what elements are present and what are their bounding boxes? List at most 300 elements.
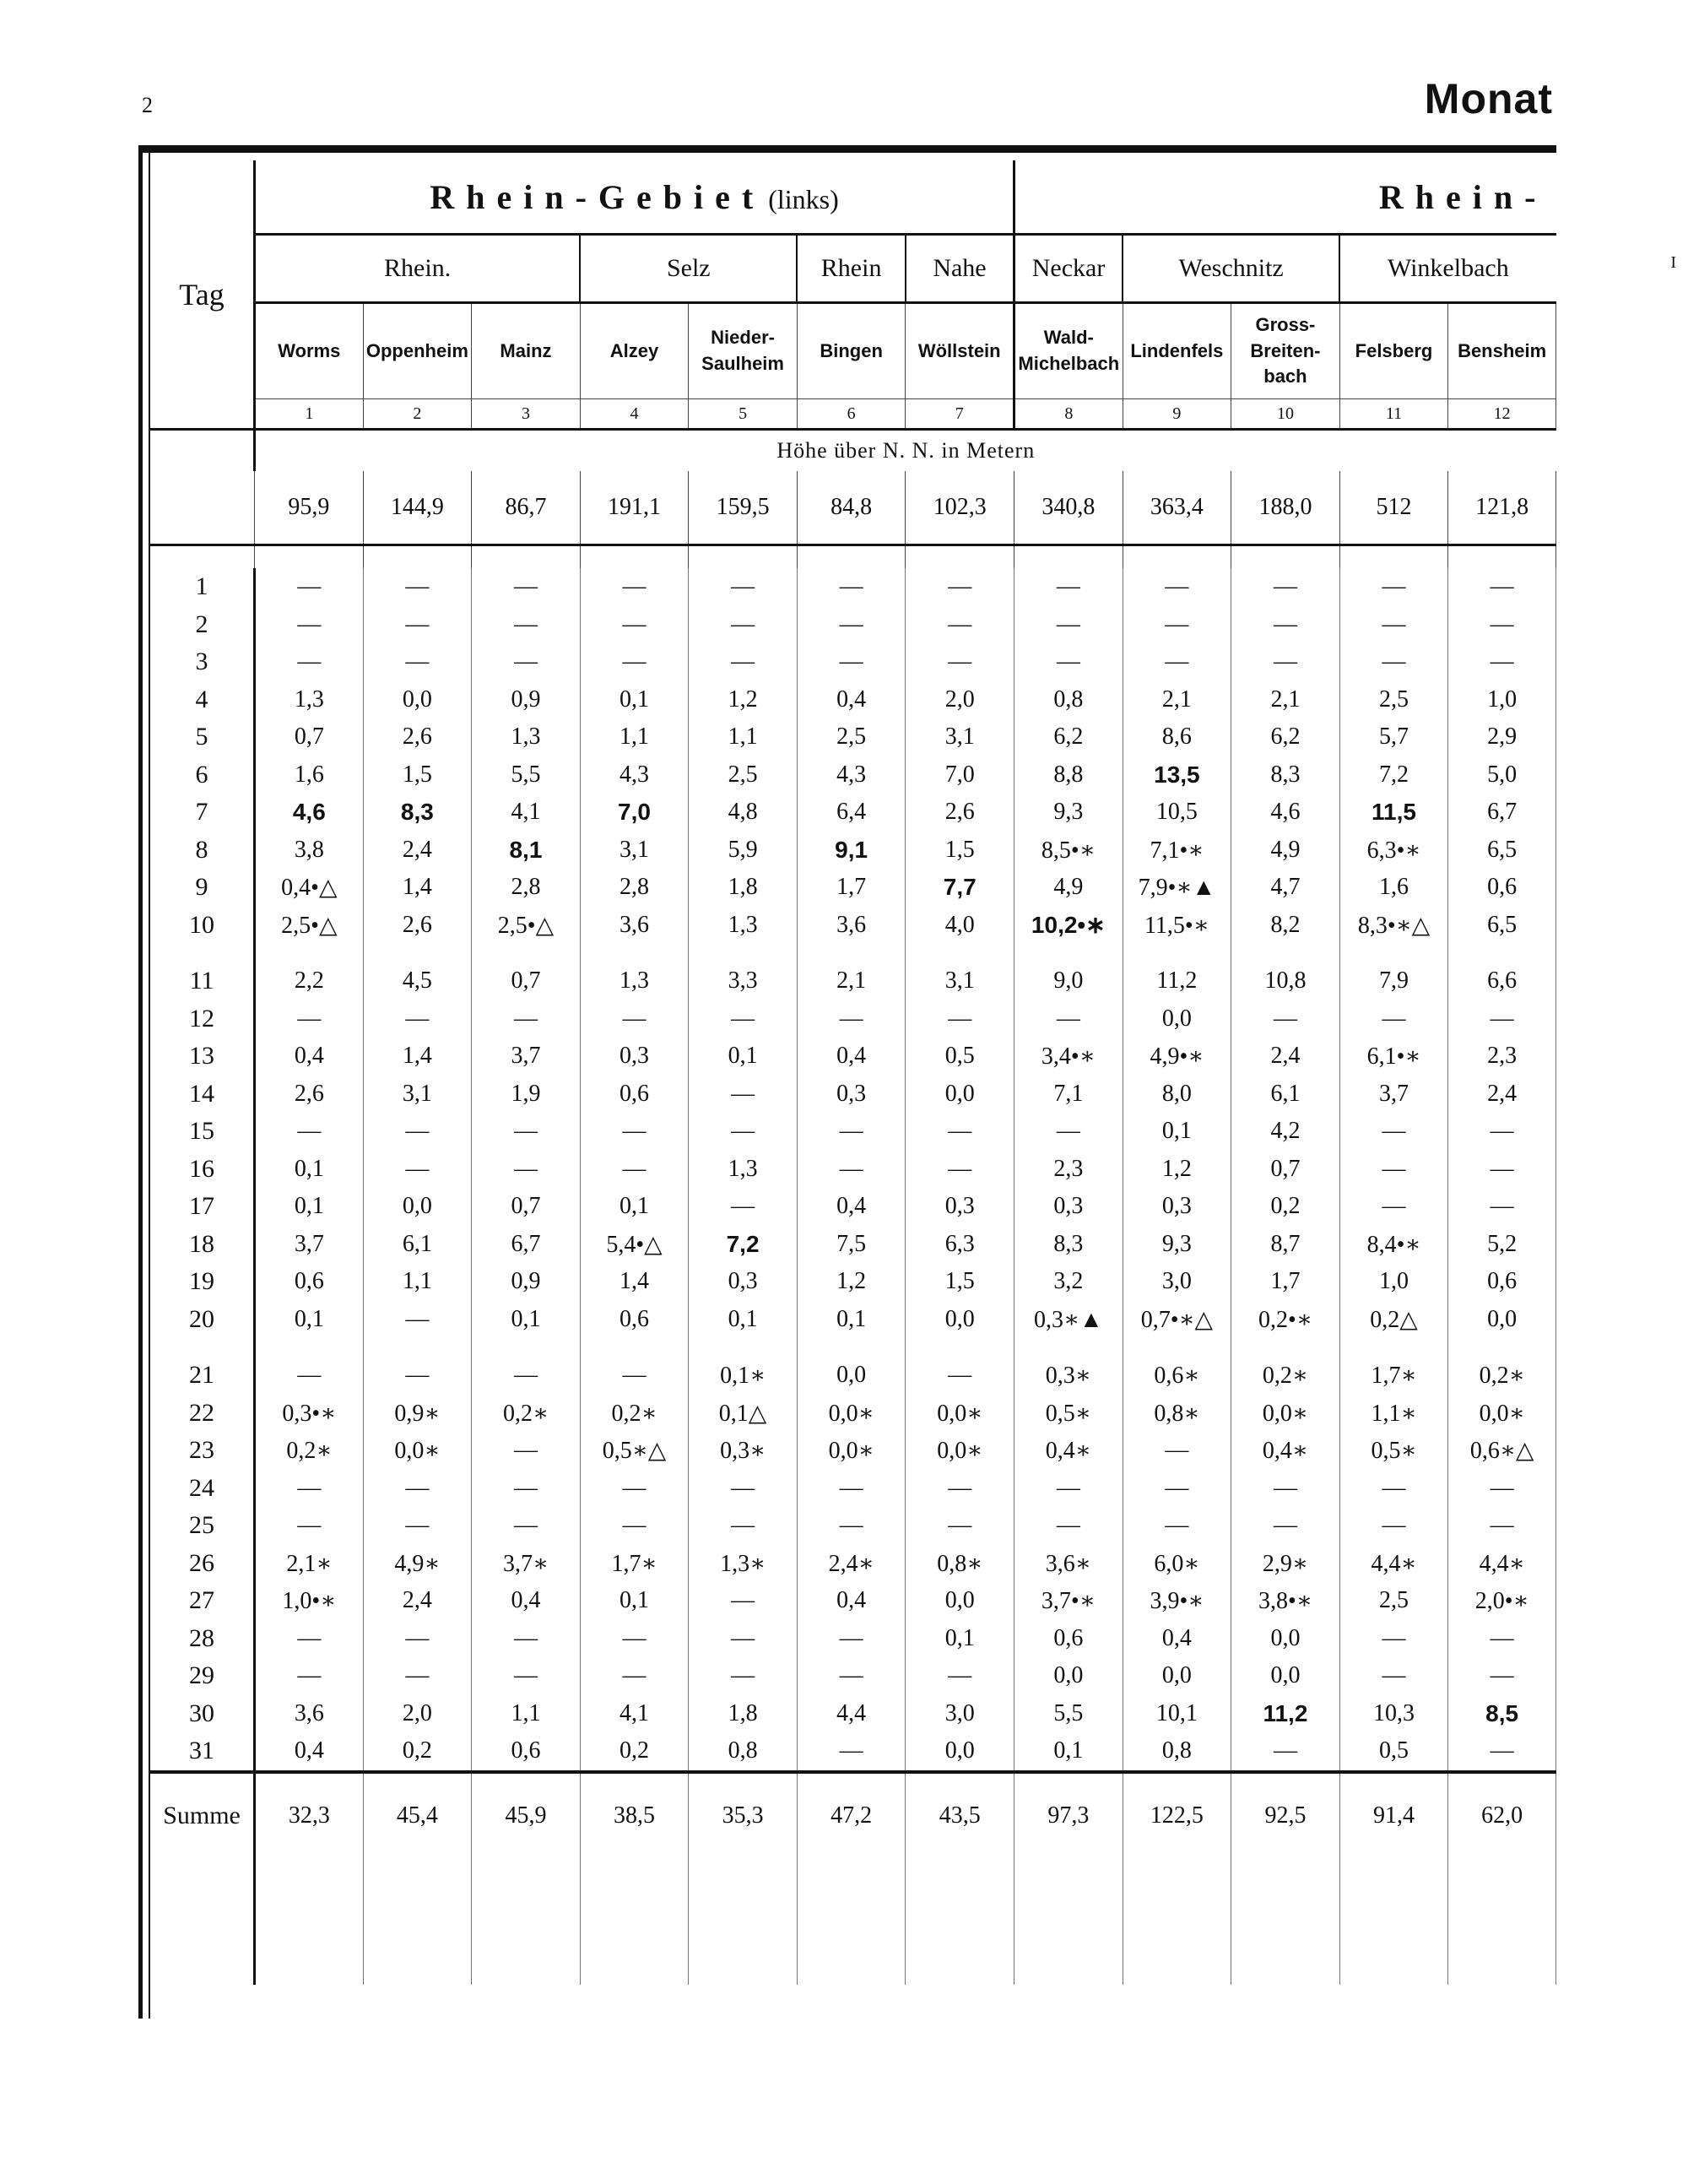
spacer-cell (1448, 1338, 1556, 1357)
precip-cell: 1,7 (797, 869, 906, 907)
spacer-cell (472, 944, 581, 962)
precip-cell: — (1231, 1470, 1340, 1508)
tag-spacer (150, 471, 255, 545)
spacer-cell (689, 545, 798, 569)
precip-cell: 0,7 (472, 962, 581, 1000)
precip-cell: 0,4∗ (1231, 1432, 1340, 1470)
precip-cell: — (255, 1470, 364, 1508)
precip-cell: 0,1 (906, 1620, 1014, 1658)
precip-cell: 2,9∗ (1231, 1545, 1340, 1583)
day-number: 6 (150, 756, 255, 794)
spacer-cell (580, 1338, 689, 1357)
precip-cell: 0,1 (580, 1188, 689, 1226)
day-number: 13 (150, 1038, 255, 1076)
day-row (150, 643, 1556, 681)
station-number: 1 (255, 399, 364, 430)
summe-value: 35,3 (689, 1772, 798, 1858)
station-number: 11 (1339, 399, 1448, 430)
precip-cell: — (797, 606, 906, 644)
precip-cell: 3,0 (1123, 1263, 1231, 1301)
precip-cell: 10,2•∗ (1014, 907, 1123, 945)
river-header: Selz (580, 235, 797, 303)
spacer-cell (363, 944, 472, 962)
precip-cell: — (1231, 1507, 1340, 1545)
precip-cell: — (1231, 643, 1340, 681)
summe-value: 62,0 (1448, 1772, 1556, 1858)
precip-cell: 0,1 (1123, 1113, 1231, 1151)
precip-cell: — (1014, 568, 1123, 606)
precip-cell: 1,2 (797, 1263, 906, 1301)
precip-cell: — (1448, 1732, 1556, 1772)
precip-cell: 8,3 (1231, 756, 1340, 794)
precip-cell: — (1123, 643, 1231, 681)
day-row (150, 1507, 1556, 1545)
precip-cell: — (1123, 568, 1231, 606)
spacer-cell (797, 944, 906, 962)
day-row (150, 1188, 1556, 1226)
precip-cell: 2,6 (363, 718, 472, 756)
group-left-title: Rhein-Gebiet (430, 177, 766, 216)
precip-cell: — (1014, 1000, 1123, 1038)
day-row (150, 832, 1556, 870)
day-number: 16 (150, 1151, 255, 1189)
day-number: 7 (150, 794, 255, 832)
precip-cell: — (689, 1000, 798, 1038)
precip-cell: — (472, 1000, 581, 1038)
river-header: Winkelbach (1339, 235, 1555, 303)
elevation-value: 86,7 (472, 471, 581, 545)
precip-cell: 4,9 (1231, 832, 1340, 870)
precip-cell: 3,1 (363, 1076, 472, 1114)
station-name: Bensheim (1448, 303, 1556, 399)
precip-cell: 2,8 (472, 869, 581, 907)
precip-cell: 8,3•∗△ (1339, 907, 1448, 945)
tag-label: Tag (179, 277, 225, 312)
station-name: Nieder- Saulheim (689, 303, 798, 399)
precip-cell: 3,2 (1014, 1263, 1123, 1301)
precip-cell: 2,2 (255, 962, 364, 1000)
precip-cell: — (472, 1470, 581, 1508)
precip-cell: — (363, 1620, 472, 1658)
spacer-cell (1014, 1858, 1123, 1985)
spacer-cell (580, 944, 689, 962)
precip-cell: — (580, 1113, 689, 1151)
precip-cell: 6,0∗ (1123, 1545, 1231, 1583)
station-number: 2 (363, 399, 472, 430)
precip-cell: 4,5 (363, 962, 472, 1000)
precip-cell: — (472, 1151, 581, 1189)
precip-cell: 8,4•∗ (1339, 1226, 1448, 1264)
precip-cell: 4,0 (906, 907, 1014, 945)
precip-cell: — (1339, 1470, 1448, 1508)
precip-cell: 0,0 (363, 1188, 472, 1226)
precip-cell: 1,1 (363, 1263, 472, 1301)
precip-cell: — (1231, 1000, 1340, 1038)
precip-cell: 8,8 (1014, 756, 1123, 794)
precip-cell: 0,0 (797, 1357, 906, 1395)
precip-cell: 0,0∗ (1231, 1395, 1340, 1433)
precip-cell: — (580, 1000, 689, 1038)
precip-cell: 3,3 (689, 962, 798, 1000)
spacer-cell (1231, 545, 1340, 569)
precip-cell: — (689, 1582, 798, 1620)
elevation-value: 512 (1339, 471, 1448, 545)
precip-cell: 0,3 (1123, 1188, 1231, 1226)
precip-cell: — (1448, 1188, 1556, 1226)
precip-cell: 1,3 (255, 681, 364, 719)
precip-cell: 3,9•∗ (1123, 1582, 1231, 1620)
station-name: Worms (255, 303, 364, 399)
precip-cell: 8,7 (1231, 1226, 1340, 1264)
spacer-cell (1448, 1858, 1556, 1985)
precip-cell: 0,4 (797, 681, 906, 719)
spacer-cell (906, 1338, 1014, 1357)
precip-cell: 0,0∗ (797, 1432, 906, 1470)
precip-cell: — (906, 1113, 1014, 1151)
day-number: 1 (150, 568, 255, 606)
precip-cell: 5,5 (472, 756, 581, 794)
precip-cell: — (363, 1507, 472, 1545)
precip-cell: 6,1•∗ (1339, 1038, 1448, 1076)
precip-cell: 0,2 (363, 1732, 472, 1772)
precip-cell: — (472, 1113, 581, 1151)
day-row (150, 1226, 1556, 1264)
tag-spacer (150, 1338, 255, 1357)
precip-cell: — (1448, 1113, 1556, 1151)
day-row (150, 1357, 1556, 1395)
precipitation-table (150, 160, 1556, 1985)
precip-cell: — (1448, 606, 1556, 644)
precip-cell: — (1123, 1432, 1231, 1470)
precip-cell: 0,6 (472, 1732, 581, 1772)
precip-cell: 0,2∗ (472, 1395, 581, 1433)
precip-cell: 0,4 (797, 1038, 906, 1076)
spacer-cell (1014, 944, 1123, 962)
precip-cell: 1,8 (689, 869, 798, 907)
summe-value: 92,5 (1231, 1772, 1340, 1858)
precip-cell: 0,1 (255, 1301, 364, 1339)
precip-cell: — (906, 643, 1014, 681)
precip-cell: 11,2 (1231, 1695, 1340, 1733)
station-number: 12 (1448, 399, 1556, 430)
tail-row (150, 1858, 1556, 1985)
precip-cell: — (363, 606, 472, 644)
day-row (150, 718, 1556, 756)
station-number: 8 (1014, 399, 1123, 430)
precip-cell: — (1123, 1470, 1231, 1508)
precip-cell: — (472, 1657, 581, 1695)
day-number: 10 (150, 907, 255, 945)
precip-cell: 10,8 (1231, 962, 1340, 1000)
precip-cell: 2,4∗ (797, 1545, 906, 1583)
precip-cell: 2,1 (1231, 681, 1340, 719)
precip-cell: — (797, 1620, 906, 1658)
precip-cell: 0,3 (689, 1263, 798, 1301)
precip-cell: — (1014, 643, 1123, 681)
precip-cell: 0,5∗ (1339, 1432, 1448, 1470)
precip-cell: 0,1 (689, 1038, 798, 1076)
precip-cell: 2,0•∗ (1448, 1582, 1556, 1620)
precip-cell: 0,5∗△ (580, 1432, 689, 1470)
precip-cell: — (689, 1657, 798, 1695)
spacer-cell (906, 1858, 1014, 1985)
precip-cell: 2,6 (255, 1076, 364, 1114)
spacer-cell (689, 1338, 798, 1357)
precip-cell: 0,0 (1448, 1301, 1556, 1339)
day-row (150, 568, 1556, 606)
station-name: Felsberg (1339, 303, 1448, 399)
day-number: 30 (150, 1695, 255, 1733)
precip-cell: 6,7 (472, 1226, 581, 1264)
day-row (150, 1301, 1556, 1339)
day-number: 4 (150, 681, 255, 719)
precip-cell: 8,5 (1448, 1695, 1556, 1733)
precip-cell: 5,9 (689, 832, 798, 870)
precip-cell: 3,7∗ (472, 1545, 581, 1583)
day-number: 9 (150, 869, 255, 907)
spacer-cell (797, 545, 906, 569)
precip-cell: 9,3 (1123, 1226, 1231, 1264)
precip-cell: 0,3 (906, 1188, 1014, 1226)
day-number: 26 (150, 1545, 255, 1583)
precip-cell: — (1231, 1732, 1340, 1772)
precip-cell: 0,3∗ (689, 1432, 798, 1470)
precip-cell: — (255, 606, 364, 644)
precip-cell: 0,1 (797, 1301, 906, 1339)
day-number: 25 (150, 1507, 255, 1545)
precip-cell: 0,6 (580, 1301, 689, 1339)
precip-cell: 4,6 (1231, 794, 1340, 832)
precip-cell: 0,0 (1014, 1657, 1123, 1695)
station-number: 5 (689, 399, 798, 430)
spacer-cell (689, 944, 798, 962)
precip-cell: 7,0 (906, 756, 1014, 794)
precip-cell: 6,6 (1448, 962, 1556, 1000)
precip-cell: 0,1 (580, 1582, 689, 1620)
precip-cell: 9,1 (797, 832, 906, 870)
precip-cell: 8,3 (363, 794, 472, 832)
precip-cell: 5,4•△ (580, 1226, 689, 1264)
precip-cell: 2,1 (1123, 681, 1231, 719)
precip-cell: — (580, 643, 689, 681)
precip-cell: 0,9∗ (363, 1395, 472, 1433)
precip-cell: — (1448, 568, 1556, 606)
precip-cell: 1,2 (689, 681, 798, 719)
summe-value: 43,5 (906, 1772, 1014, 1858)
precip-cell: — (255, 1657, 364, 1695)
station-name: Mainz (472, 303, 581, 399)
precip-cell: — (797, 1657, 906, 1695)
precip-cell: 1,7∗ (580, 1545, 689, 1583)
precip-cell: 8,0 (1123, 1076, 1231, 1114)
day-number: 24 (150, 1470, 255, 1508)
precip-cell: 0,6 (1014, 1620, 1123, 1658)
spacer-cell (472, 545, 581, 569)
precip-cell: 2,1∗ (255, 1545, 364, 1583)
precip-cell: — (255, 1000, 364, 1038)
precip-cell: 4,8 (689, 794, 798, 832)
day-row (150, 606, 1556, 644)
precip-cell: 0,0 (1123, 1657, 1231, 1695)
day-number: 5 (150, 718, 255, 756)
precip-cell: 2,5 (1339, 1582, 1448, 1620)
day-row (150, 869, 1556, 907)
elevation-value: 159,5 (689, 471, 798, 545)
precip-cell: 3,6∗ (1014, 1545, 1123, 1583)
precip-cell: 0,2 (1231, 1188, 1340, 1226)
precip-cell: 1,0 (1339, 1263, 1448, 1301)
day-number: 14 (150, 1076, 255, 1114)
precip-cell: 0,0 (906, 1732, 1014, 1772)
precip-cell: 4,2 (1231, 1113, 1340, 1151)
spacer-cell (1231, 944, 1340, 962)
precip-cell: — (580, 1151, 689, 1189)
precip-cell: 6,7 (1448, 794, 1556, 832)
spacer-cell (1339, 1338, 1448, 1357)
edge-mark: I (1670, 253, 1676, 272)
day-row (150, 1657, 1556, 1695)
day-row (150, 1695, 1556, 1733)
precip-cell: 0,0 (363, 681, 472, 719)
precip-cell: — (363, 1151, 472, 1189)
precip-cell: — (906, 1000, 1014, 1038)
day-row (150, 907, 1556, 945)
summe-row (150, 1772, 1556, 1858)
precip-cell: 1,4 (363, 1038, 472, 1076)
precip-cell: — (472, 1432, 581, 1470)
precip-cell: 0,6 (1448, 1263, 1556, 1301)
elevation-value: 84,8 (797, 471, 906, 545)
spacer-cell (1231, 1858, 1340, 1985)
precip-cell: 1,5 (363, 756, 472, 794)
precip-cell: 0,0∗ (363, 1432, 472, 1470)
precip-cell: — (689, 606, 798, 644)
precip-cell: — (255, 643, 364, 681)
precip-cell: 1,3 (472, 718, 581, 756)
precip-cell: 0,6 (1448, 869, 1556, 907)
spacer-cell (580, 1858, 689, 1985)
spacer-cell (363, 1338, 472, 1357)
precip-cell: — (1339, 1000, 1448, 1038)
precip-cell: 7,1•∗ (1123, 832, 1231, 870)
precip-cell: 8,6 (1123, 718, 1231, 756)
precip-cell: 3,6 (797, 907, 906, 945)
precip-cell: 2,5•△ (472, 907, 581, 945)
precip-cell: 1,7∗ (1339, 1357, 1448, 1395)
page-number: 2 (142, 93, 153, 117)
station-name: Bingen (797, 303, 906, 399)
precip-cell: 5,2 (1448, 1226, 1556, 1264)
spacer-cell (363, 545, 472, 569)
summe-value: 45,9 (472, 1772, 581, 1858)
precip-cell: 0,1 (580, 681, 689, 719)
precip-cell: 0,2∗ (580, 1395, 689, 1433)
precip-cell: 6,1 (1231, 1076, 1340, 1114)
precip-cell: 3,1 (906, 718, 1014, 756)
precip-cell: 13,5 (1123, 756, 1231, 794)
group-left-header (255, 160, 1014, 235)
precip-cell: 0,0∗ (906, 1432, 1014, 1470)
precip-cell: 5,5 (1014, 1695, 1123, 1733)
group-right-title: Rhein- (1378, 177, 1548, 216)
precip-cell: 10,1 (1123, 1695, 1231, 1733)
precip-cell: 6,2 (1231, 718, 1340, 756)
day-row (150, 1076, 1556, 1114)
day-row (150, 1432, 1556, 1470)
precip-cell: 2,5 (689, 756, 798, 794)
station-name: Gross- Breiten- bach (1231, 303, 1340, 399)
precip-cell: 1,6 (1339, 869, 1448, 907)
day-number: 21 (150, 1357, 255, 1395)
precip-cell: 4,4∗ (1448, 1545, 1556, 1583)
spacer-cell (1123, 545, 1231, 569)
spacer-cell (1339, 1858, 1448, 1985)
elevation-caption: Höhe über N. N. in Metern (776, 438, 1036, 463)
precip-cell: 3,7•∗ (1014, 1582, 1123, 1620)
precip-cell: 2,9 (1448, 718, 1556, 756)
precip-cell: — (906, 606, 1014, 644)
summe-value: 38,5 (580, 1772, 689, 1858)
precip-cell: — (1448, 643, 1556, 681)
precip-cell: — (255, 1620, 364, 1658)
river-header: Nahe (906, 235, 1014, 303)
precip-cell: — (580, 1657, 689, 1695)
day-number: 2 (150, 606, 255, 644)
precip-cell: 0,3 (580, 1038, 689, 1076)
day-row (150, 962, 1556, 1000)
spacer-cell (363, 1858, 472, 1985)
precip-cell: 3,8•∗ (1231, 1582, 1340, 1620)
precip-cell: 4,6 (255, 794, 364, 832)
spacer-cell (689, 1858, 798, 1985)
precip-cell: 0,4 (797, 1188, 906, 1226)
precip-cell: 4,1 (580, 1695, 689, 1733)
day-number: 8 (150, 832, 255, 870)
precip-cell: 1,2 (1123, 1151, 1231, 1189)
precip-cell: 0,8 (1014, 681, 1123, 719)
spacer-cell (1339, 545, 1448, 569)
station-number: 10 (1231, 399, 1340, 430)
day-number: 15 (150, 1113, 255, 1151)
precip-cell: 0,9 (472, 1263, 581, 1301)
day-number: 23 (150, 1432, 255, 1470)
precip-cell: 0,6∗ (1123, 1357, 1231, 1395)
spacer-cell (472, 1858, 581, 1985)
precip-cell: — (1123, 1507, 1231, 1545)
day-row (150, 1620, 1556, 1658)
precip-cell: 0,0 (906, 1076, 1014, 1114)
precip-cell: 1,6 (255, 756, 364, 794)
precip-cell: — (363, 1470, 472, 1508)
precip-cell: 10,5 (1123, 794, 1231, 832)
day-number: 29 (150, 1657, 255, 1695)
precip-cell: 4,1 (472, 794, 581, 832)
precip-cell: 1,0 (1448, 681, 1556, 719)
precip-cell: — (1339, 1620, 1448, 1658)
precip-cell: — (1339, 1507, 1448, 1545)
precip-cell: — (689, 1188, 798, 1226)
month-heading: Monat (1424, 75, 1553, 122)
precip-cell: 2,0 (363, 1695, 472, 1733)
precip-cell: 11,5•∗ (1123, 907, 1231, 945)
precip-cell: — (1448, 1470, 1556, 1508)
precip-cell: — (906, 1657, 1014, 1695)
precip-cell: — (472, 643, 581, 681)
river-header: Neckar (1014, 235, 1123, 303)
station-name: Wald- Michelbach (1014, 303, 1123, 399)
precip-cell: 1,4 (580, 1263, 689, 1301)
precip-cell: 7,2 (1339, 756, 1448, 794)
